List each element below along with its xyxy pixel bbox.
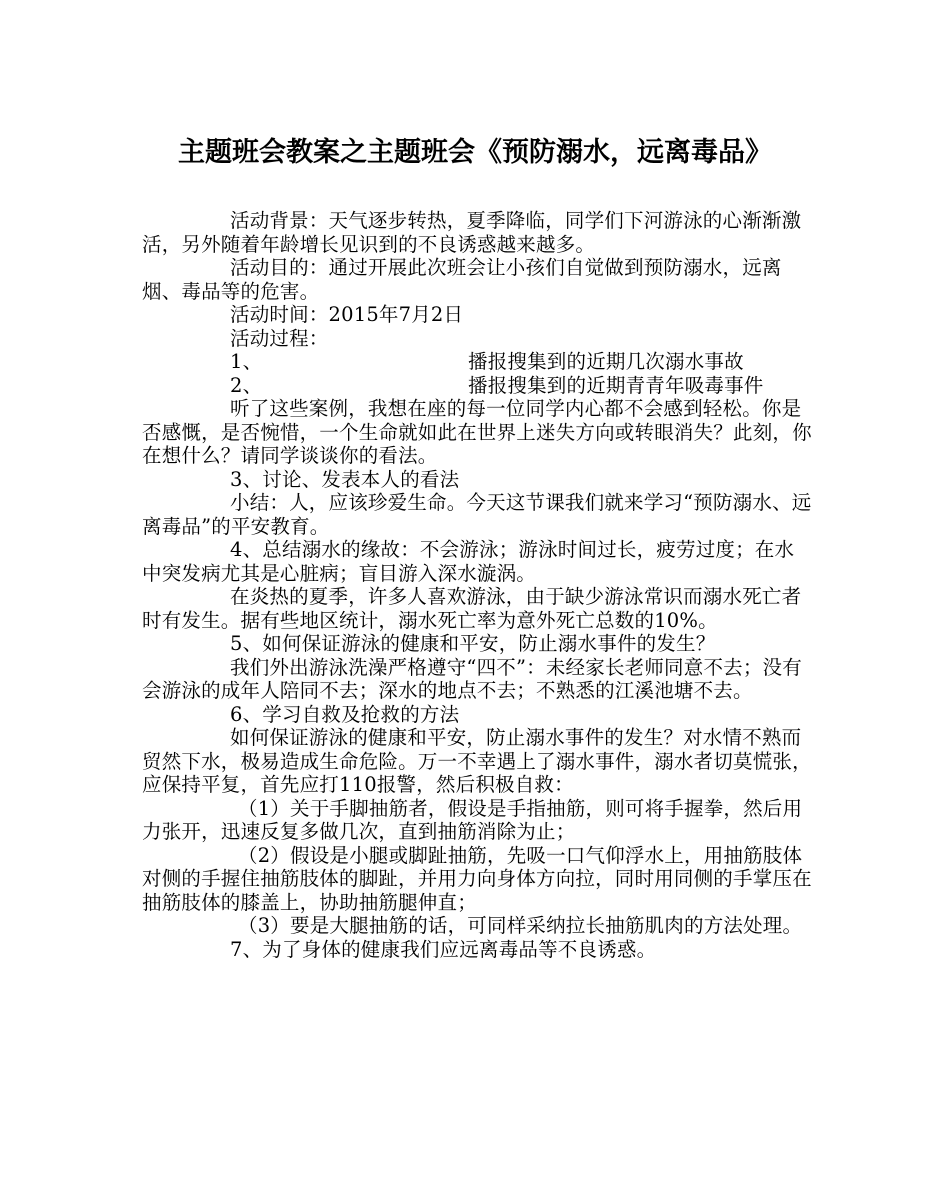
paragraph-safety-question: 5、如何保证游泳的健康和平安，防止溺水事件的发生？ xyxy=(230,632,716,655)
process-item-text: 播报搜集到的近期几次溺水事故 xyxy=(468,350,744,373)
paragraph-reflection: 听了这些案例，我想在座的每一位同学内心都不会感到轻松。你是否感慨，是否惋惜，一个生命就如此在世界上迷失方向或转眼消失？此刻，你在想什么？请同学谈谈你的看法。 xyxy=(142,397,812,467)
paragraph-purpose: 活动目的：通过开展此次班会让小孩们自觉做到预防溺水，远离烟、毒品等的危害。 xyxy=(142,256,782,303)
document-body xyxy=(142,209,812,961)
process-item-number: 2、 xyxy=(230,373,263,397)
paragraph-cramp-hand: （1）关于手脚抽筋者，假设是手指抽筋，则可将手握拳，然后用力张开，迅速反复多做几次，直到抽筋消除为止； xyxy=(142,796,803,843)
process-item xyxy=(142,350,812,374)
paragraph-discussion: 3、讨论、发表本人的看法 xyxy=(230,467,460,491)
paragraph-self-rescue-heading: 6、学习自救及抢救的方法 xyxy=(230,702,460,726)
paragraph-time: 活动时间：2015年7月2日 xyxy=(230,303,464,326)
paragraph-cramp-thigh: （3）要是大腿抽筋的话，可同样采纳拉长抽筋肌肉的方法处理。 xyxy=(238,914,803,937)
process-item xyxy=(142,374,812,398)
document-title: 主题班会教案之主题班会《预防溺水，远离毒品》 xyxy=(178,137,772,168)
paragraph-process-heading: 活动过程： xyxy=(230,326,329,350)
paragraph-self-rescue: 如何保证游泳的健康和平安，防止溺水事件的发生？对水情不熟而贸然下水，极易造成生命危险。万一不幸遇上了溺水事件，溺水者切莫慌张，应保持平复，首先应打110报警，然后积极自救： xyxy=(142,726,812,796)
process-item-number: 1、 xyxy=(230,350,263,373)
paragraph-stay-away-drugs: 7、为了身体的健康我们应远离毒品等不良诱惑。 xyxy=(230,937,657,961)
paragraph-summary: 小结：人，应该珍爱生命。今天这节课我们就来学习“预防溺水、远离毒品”的平安教育。 xyxy=(142,491,812,538)
paragraph-cramp-calf: （2）假设是小腿或脚趾抽筋，先吸一口气仰浮水上，用抽筋肢体对侧的手握住抽筋肢体的脚趾，并用力向身体方向拉，同时用同侧的手掌压在抽筋肢体的膝盖上，协助抽筋腿伸直； xyxy=(142,843,812,914)
paragraph-summer-statistics: 在炎热的夏季，许多人喜欢游泳，由于缺少游泳常识而溺水死亡者时有发生。据有些地区统计，溺水死亡率为意外死亡总数的10%。 xyxy=(142,585,802,632)
paragraph-four-rules: 我们外出游泳洗澡严格遵守“四不”：未经家长老师同意不去；没有会游泳的成年人陪同不去；深水的地点不去；不熟悉的江溪池塘不去。 xyxy=(142,655,802,702)
paragraph-background: 活动背景：天气逐步转热，夏季降临，同学们下河游泳的心渐渐激活，另外随着年龄增长见识到的不良诱惑越来越多。 xyxy=(142,209,802,256)
paragraph-drowning-causes: 4、总结溺水的缘故：不会游泳；游泳时间过长，疲劳过度；在水中突发病尤其是心脏病；盲目游入深水漩涡。 xyxy=(142,538,795,585)
process-item-text: 播报搜集到的近期青青年吸毒事件 xyxy=(468,373,764,397)
